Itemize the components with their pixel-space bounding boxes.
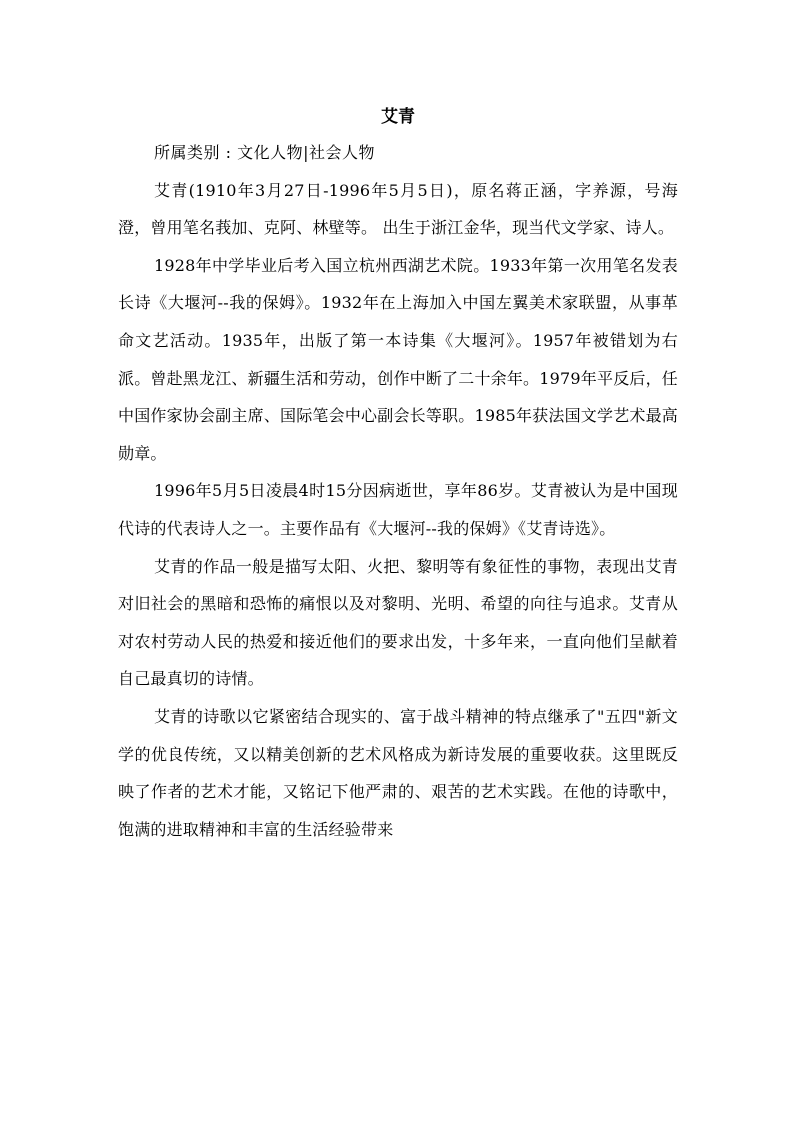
paragraph-themes: 艾青的作品一般是描写太阳、火把、黎明等有象征性的事物，表现出艾青对旧社会的黑暗和恐怖的痛恨以及对黎明、光明、希望的向往与追求。艾青从对农村劳动人民的热爱和接近他们的要求出发，十多年来，一直向他们呈献着自己最真切的诗情。 bbox=[118, 556, 678, 689]
paragraph-intro: 艾青(1910年3月27日-1996年5月5日)，原名蒋正涵，字养源，号海澄，曾用笔名莪加、克阿、林壁等。 出生于浙江金华，现当代文学家、诗人。 bbox=[118, 180, 678, 238]
category-line: 所属类别 : 文化人物|社会人物 bbox=[154, 143, 375, 162]
paragraph-legacy: 艾青的诗歌以它紧密结合现实的、富于战斗精神的特点继承了"五四"新文学的优良传统，又以精美创新的艺术风格成为新诗发展的重要收获。这里既反映了作者的艺术才能，又铭记下他严肃的、艰苦的艺术实践。在他的诗歌中，饱满的进取精神和丰富的生活经验带来 bbox=[118, 706, 678, 839]
paragraph-death-works: 1996年5月5日凌晨4时15分因病逝世，享年86岁。艾青被认为是中国现代诗的代表诗人之一。主要作品有《大堰河--我的保姆》《艾青诗选》。 bbox=[118, 481, 678, 538]
document-body bbox=[118, 104, 678, 848]
paragraph-career: 1928年中学毕业后考入国立杭州西湖艺术院。1933年第一次用笔名发表长诗《大堰河--我的保姆》。1932年在上海加入中国左翼美术家联盟，从事革命文艺活动。1935年，出版了第一本诗集《大堰河》。1957年被错划为右派。曾赴黑龙江、新疆生活和劳动，创作中断了二十余年。1979年平反后，任中国作家协会副主席、国际笔会中心副会长等职。1985年获法国文学艺术最高勋章。 bbox=[118, 255, 678, 463]
document-title: 艾青 bbox=[381, 107, 415, 127]
